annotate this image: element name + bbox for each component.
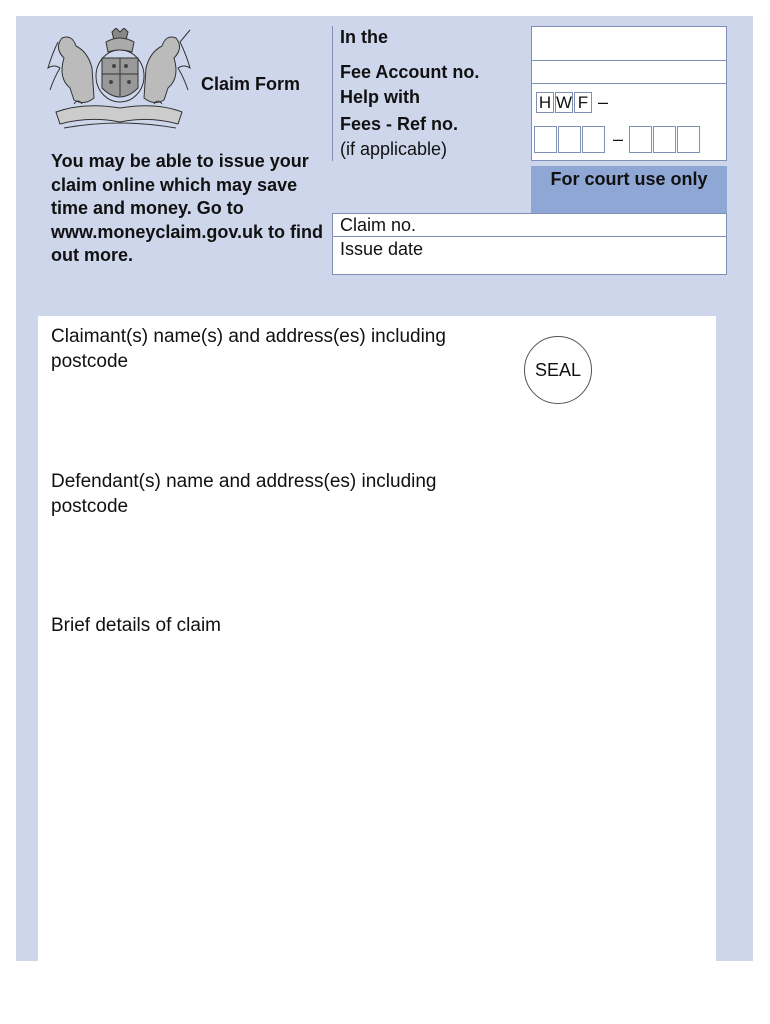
- ref-digit-box[interactable]: [582, 126, 605, 153]
- form-title: Claim Form: [201, 74, 301, 94]
- seal-stamp: SEAL: [524, 336, 592, 404]
- hwf-letter-h: H: [536, 92, 554, 113]
- help-with-fees-label: Help with: [340, 87, 420, 107]
- claim-no-label: Claim no.: [340, 215, 417, 235]
- hwf-reference-number: [534, 126, 700, 153]
- if-applicable-note: (if applicable): [340, 139, 448, 159]
- hwf-letter-w: W: [556, 93, 573, 112]
- hwf-dash: –: [598, 92, 609, 112]
- hwf-reference-prefix: [536, 92, 608, 113]
- issue-date-field[interactable]: [531, 236, 727, 275]
- claimant-label: Claimant(s) name(s) and address(es) including postcode: [51, 326, 446, 372]
- ref-digit-box[interactable]: [677, 126, 700, 153]
- fee-account-field[interactable]: [531, 60, 727, 84]
- in-the-label: In the: [340, 27, 388, 47]
- ref-digit-box[interactable]: [534, 126, 557, 153]
- brief-details-label: Brief details of claim: [51, 615, 222, 636]
- claim-no-field[interactable]: [531, 213, 727, 237]
- hwf-letter-f: F: [574, 92, 592, 113]
- ref-dash: –: [613, 129, 624, 149]
- issue-date-label: Issue date: [340, 239, 424, 259]
- ref-digit-box[interactable]: [558, 126, 581, 153]
- in-the-field[interactable]: [531, 26, 727, 61]
- online-claim-note: You may be able to issue your claim online which may save time and money. Go to www.moneyclaim.gov.uk to find out more.: [51, 151, 324, 265]
- help-with-fees-label-line2: Fees - Ref no.: [340, 114, 459, 134]
- fee-account-label: Fee Account no.: [340, 62, 480, 82]
- claim-details-area[interactable]: [38, 316, 716, 961]
- table-divider: [332, 26, 333, 161]
- ref-digit-box[interactable]: [629, 126, 652, 153]
- defendant-label: Defendant(s) name and address(es) including postcode: [51, 471, 437, 517]
- table-divider: [332, 236, 532, 237]
- royal-coat-of-arms-logo: [44, 28, 194, 134]
- court-use-heading: For court use only: [531, 166, 727, 214]
- ref-digit-box[interactable]: [653, 126, 676, 153]
